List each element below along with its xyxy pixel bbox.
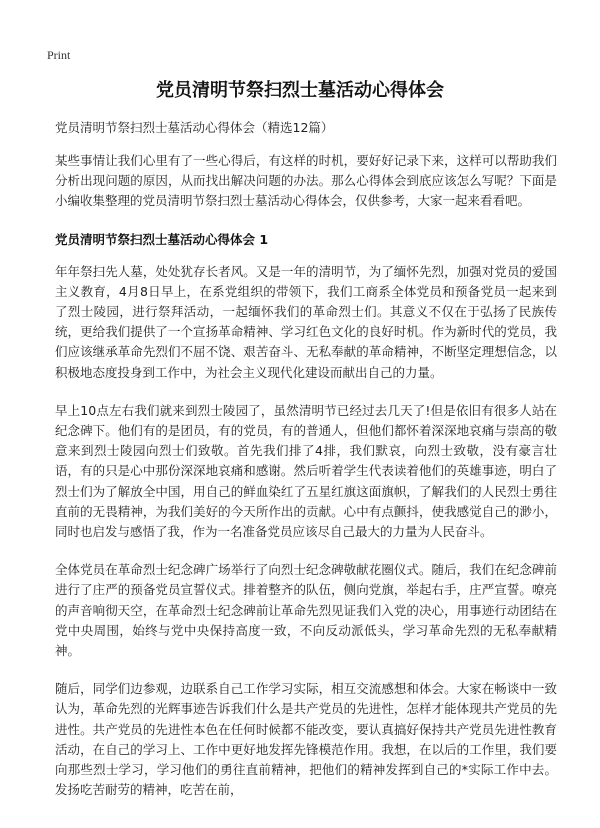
body-paragraph-1: 年年祭扫先人墓，处处犹存长者风。又是一年的清明节，为了缅怀先烈，加强对党员的爱国主义教育，4月8日早上，在系党组织的带领下，我们工商系全体党员和预备党员一起来到了烈士陵园，进行祭拜活动，一起缅怀我们的革命烈士们。其意义不仅在于弘扬了民族传统，更给我们提供了一个宣扬革命精神、学习红色文化的良好时机。作为新时代的党员，我们应该继承革命先烈们不屈不饶、艰苦奋斗、无私奉献的革命精神，不断坚定理想信念，以积极地态度投身到工作中，为社会主义现代化建设而献出自己的力量。 bbox=[55, 263, 557, 380]
intro-paragraph: 某些事情让我们心里有了一些心得后，有这样的时机，要好好记录下来，这样可以帮助我们分析出现问题的原因，从而找出解决问题的办法。那么心得体会到底应该怎么写呢？下面是小编收集整理的党员清明节祭扫烈士墓活动心得体会，仅供参考，大家一起来看看吧。 bbox=[55, 153, 557, 209]
document-subtitle: 党员清明节祭扫烈士墓活动心得体会（精选12篇） bbox=[55, 120, 334, 135]
article-body bbox=[55, 151, 557, 818]
body-paragraph-2: 早上10点左右我们就来到烈士陵园了，虽然清明节已经过去几天了!但是依旧有很多人站在纪念碑下。他们有的是团员，有的党员，有的普通人，但他们都怀着深深地哀痛与崇高的敬意来到烈士陵园向烈士们致敬。首先我们排了4排，我们默哀，向烈士致敬，没有豪言壮语，有的只是心中那份深深地哀痛和感谢。然后听着学生代表读着他们的英雄事迹，明白了烈士们为了解放全中国，用自己的鲜血染红了五星红旗这面旗帜，了解我们的人民烈士勇往直前的无畏精神，为我们美好的今天所作出的贡献。心中有点颤抖，使我感觉自己的渺小，同时也启发与感悟了我，作为一名准备党员应该尽自己最大的力量为人民奋斗。 bbox=[55, 402, 557, 540]
body-paragraph-4: 随后，同学们边参观，边联系自己工作学习实际，相互交流感想和体会。大家在畅谈中一致认为，革命先烈的光辉事迹告诉我们什么是共产党员的先进性，怎样才能体现共产党员的先进性。共产党员的先进性本色在任何时候都不能改变，要认真搞好保持共产党员先进性教育活动，在自己的学习上、工作中更好地发挥先锋模范作用。我想，在以后的工作里，我们要向那些烈士学习，学习他们的勇往直前精神，把他们的精神发挥到自己的*实际工作中去。发扬吃苦耐劳的精神，吃苦在前， bbox=[55, 681, 557, 798]
section-heading: 党员清明节祭扫烈士墓活动心得体会 1 bbox=[55, 231, 269, 247]
print-link[interactable]: Print bbox=[47, 48, 71, 62]
page-title: 党员清明节祭扫烈士墓活动心得体会 bbox=[156, 80, 444, 101]
body-paragraph-3: 全体党员在革命烈士纪念碑广场举行了向烈士纪念碑敬献花圈仪式。随后，我们在纪念碑前进行了庄严的预备党员宣誓仪式。排着整齐的队伍，侧向党旗，举起右手，庄严宣誓。嘹亮的声音响彻天空，在革命烈士纪念碑前让革命先烈见证我们入党的决心，用事迹行动团结在党中央周围，始终与党中央保持高度一致，不向反动派低头，学习革命先烈的无私奉献精神。 bbox=[55, 562, 557, 659]
